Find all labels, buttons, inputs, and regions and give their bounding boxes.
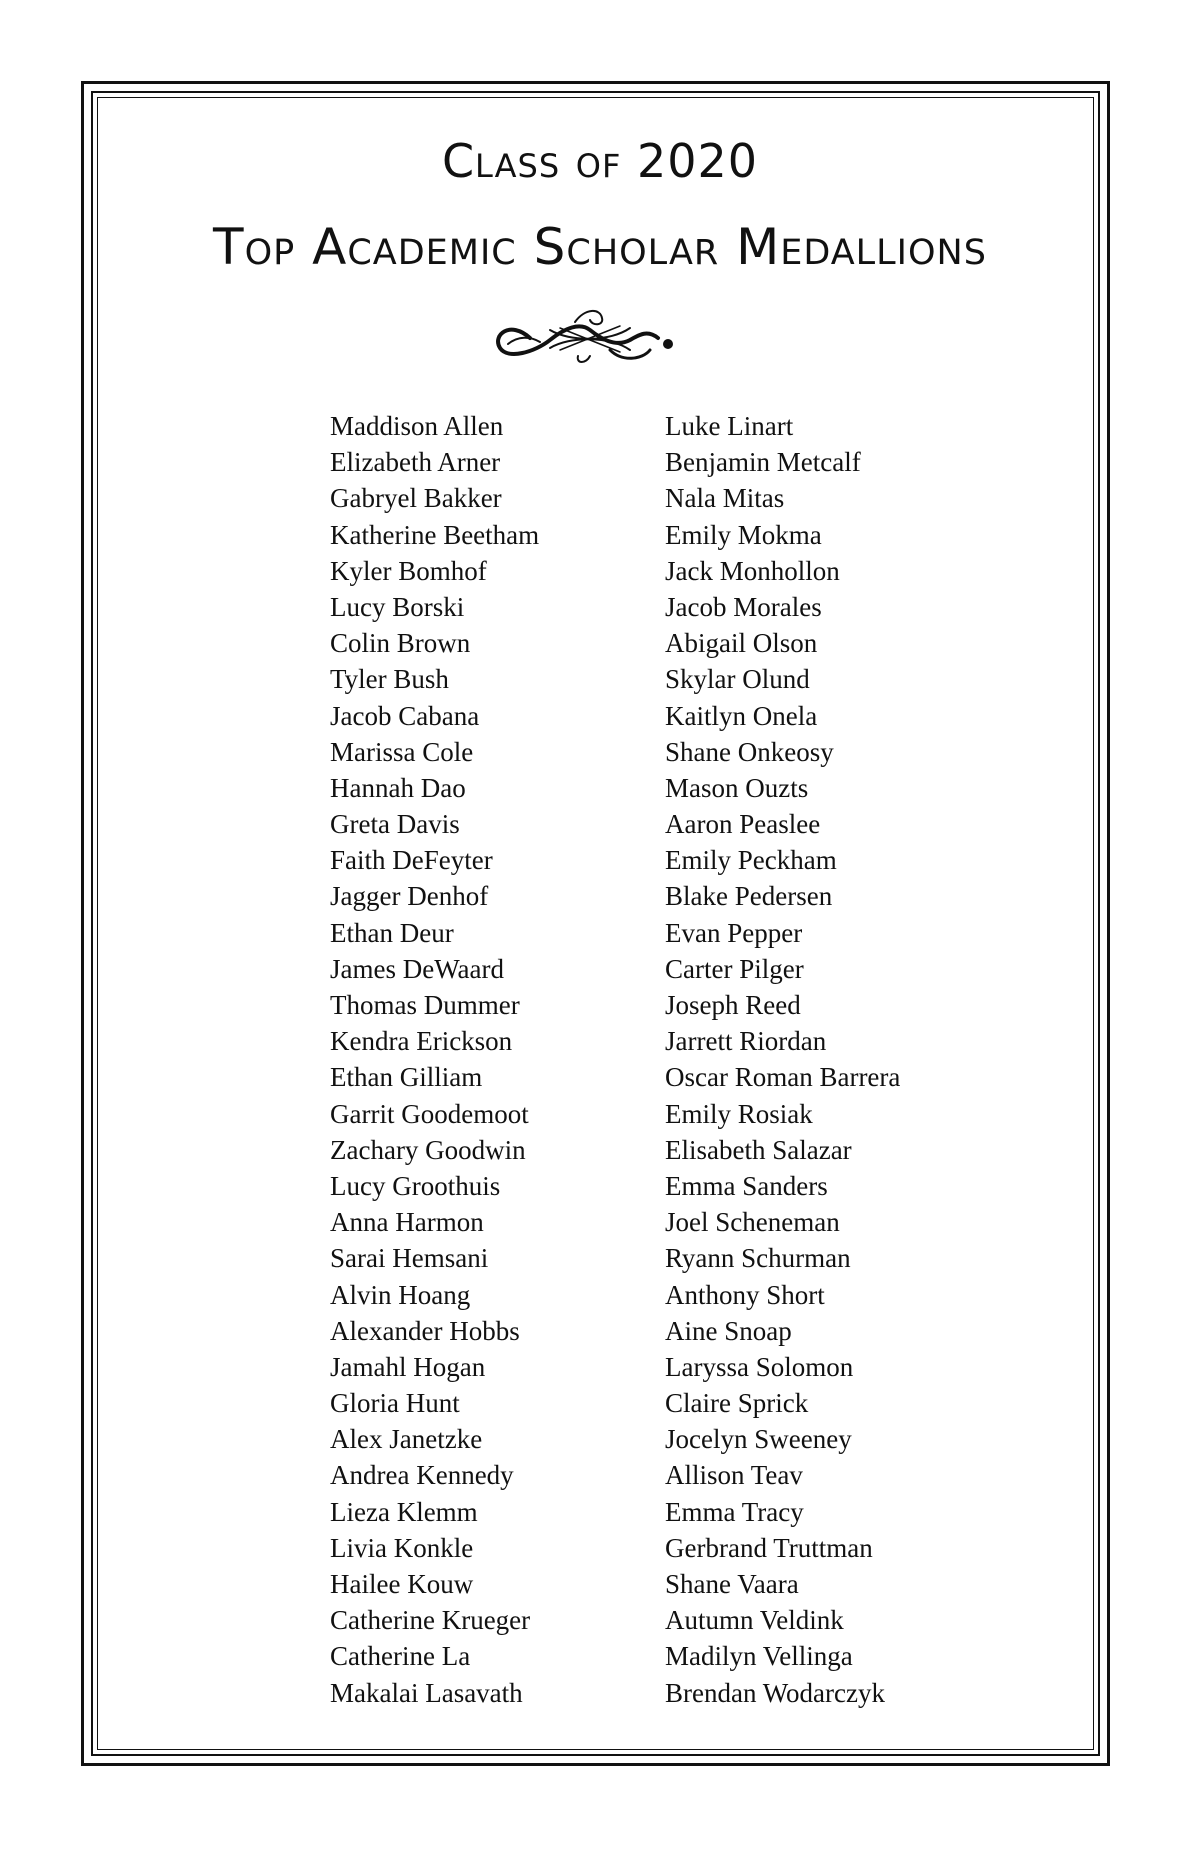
honoree-name: Katherine Beetham	[330, 519, 540, 550]
honoree-name: Faith DeFeyter	[330, 845, 493, 876]
honoree-name: Ethan Deur	[330, 917, 454, 948]
honoree-name: Abigail Olson	[665, 628, 818, 659]
honoree-name: Shane Vaara	[665, 1569, 799, 1599]
honoree-name: Luke Linart	[665, 411, 794, 441]
ornament-dot	[663, 339, 673, 349]
honoree-name: Zachary Goodwin	[330, 1134, 526, 1165]
honoree-name: Emily Rosiak	[665, 1098, 813, 1129]
honoree-name: Emily Mokma	[665, 519, 822, 550]
honoree-name: Hannah Dao	[330, 772, 466, 803]
honoree-name: Jocelyn Sweeney	[665, 1424, 852, 1455]
honoree-name: Benjamin Metcalf	[665, 447, 861, 478]
honoree-name: Alexander Hobbs	[330, 1315, 520, 1346]
honoree-name: Jarrett Riordan	[665, 1026, 827, 1057]
honoree-name: Garrit Goodemoot	[330, 1098, 529, 1129]
names-column-left	[330, 408, 539, 1711]
honoree-name: Alvin Hoang	[330, 1279, 471, 1310]
honoree-name: Kendra Erickson	[330, 1026, 513, 1057]
honoree-name: Aaron Peaslee	[665, 809, 821, 840]
flourish-ornament-icon	[490, 300, 690, 370]
honoree-name: Lieza Klemm	[330, 1496, 478, 1527]
honoree-name: James DeWaard	[330, 953, 504, 984]
honoree-name: Ethan Gilliam	[330, 1062, 483, 1093]
honoree-name: Greta Davis	[330, 809, 460, 840]
honoree-name: Lucy Borski	[330, 591, 465, 622]
honoree-name: Blake Pedersen	[665, 881, 833, 912]
honoree-name: Allison Teav	[665, 1460, 803, 1491]
honoree-name: Autumn Veldink	[665, 1605, 844, 1636]
page-title-class-year: Class of 2020	[441, 134, 759, 188]
honoree-name: Aine Snoap	[665, 1315, 792, 1346]
honoree-name: Livia Konkle	[330, 1532, 474, 1563]
honoree-name: Mason Ouzts	[665, 772, 809, 803]
honoree-name: Andrea Kennedy	[330, 1460, 514, 1491]
honoree-name: Nala Mitas	[665, 483, 785, 514]
honoree-name: Elisabeth Salazar	[665, 1134, 852, 1165]
honoree-name: Sarai Hemsani	[330, 1243, 489, 1274]
honoree-name: Catherine La	[330, 1641, 471, 1672]
honoree-name: Ryann Schurman	[665, 1243, 851, 1274]
honoree-name: Jagger Denhof	[330, 881, 489, 912]
honoree-name: Laryssa Solomon	[665, 1351, 854, 1382]
honoree-name: Carter Pilger	[665, 953, 804, 984]
honoree-name: Elizabeth Arner	[330, 447, 501, 478]
honoree-name: Joseph Reed	[665, 990, 801, 1020]
honoree-name: Anna Harmon	[330, 1207, 484, 1238]
honoree-name: Skylar Olund	[665, 664, 810, 695]
names-column-right	[665, 408, 900, 1711]
honoree-name: Emily Peckham	[665, 845, 837, 876]
honoree-name: Lucy Groothuis	[330, 1170, 501, 1201]
honoree-name: Gerbrand Truttman	[665, 1532, 873, 1563]
page-title-award: Top Academic Scholar Medallions	[213, 218, 987, 276]
honoree-name: Kaitlyn Onela	[665, 700, 818, 731]
honoree-name: Kyler Bomhof	[330, 555, 487, 586]
honoree-name: Maddison Allen	[330, 411, 504, 441]
honoree-name: Jamahl Hogan	[330, 1351, 486, 1382]
honoree-name: Evan Pepper	[665, 917, 803, 948]
honoree-name: Brendan Wodarczyk	[665, 1677, 885, 1708]
honoree-name: Marissa Cole	[330, 736, 474, 767]
honoree-name: Colin Brown	[330, 628, 471, 659]
honoree-name: Jacob Morales	[665, 591, 822, 622]
honoree-name: Emma Tracy	[665, 1496, 804, 1527]
honoree-name: Tyler Bush	[330, 664, 449, 695]
honoree-name: Joel Scheneman	[665, 1207, 840, 1238]
honoree-name: Thomas Dummer	[330, 990, 520, 1020]
honoree-name: Oscar Roman Barrera	[665, 1062, 901, 1093]
honoree-name: Claire Sprick	[665, 1388, 809, 1419]
honoree-name: Makalai Lasavath	[330, 1677, 523, 1708]
honoree-name: Emma Sanders	[665, 1170, 828, 1201]
honoree-name: Jacob Cabana	[330, 700, 480, 731]
honoree-name: Catherine Krueger	[330, 1605, 531, 1636]
honoree-name: Anthony Short	[665, 1279, 825, 1310]
honoree-name: Gloria Hunt	[330, 1388, 460, 1419]
honoree-name: Jack Monhollon	[665, 555, 840, 586]
honoree-name: Alex Janetzke	[330, 1424, 483, 1455]
honoree-name: Hailee Kouw	[330, 1569, 474, 1599]
honoree-name: Gabryel Bakker	[330, 483, 502, 514]
honoree-name: Shane Onkeosy	[665, 736, 834, 767]
honoree-name: Madilyn Vellinga	[665, 1641, 853, 1672]
